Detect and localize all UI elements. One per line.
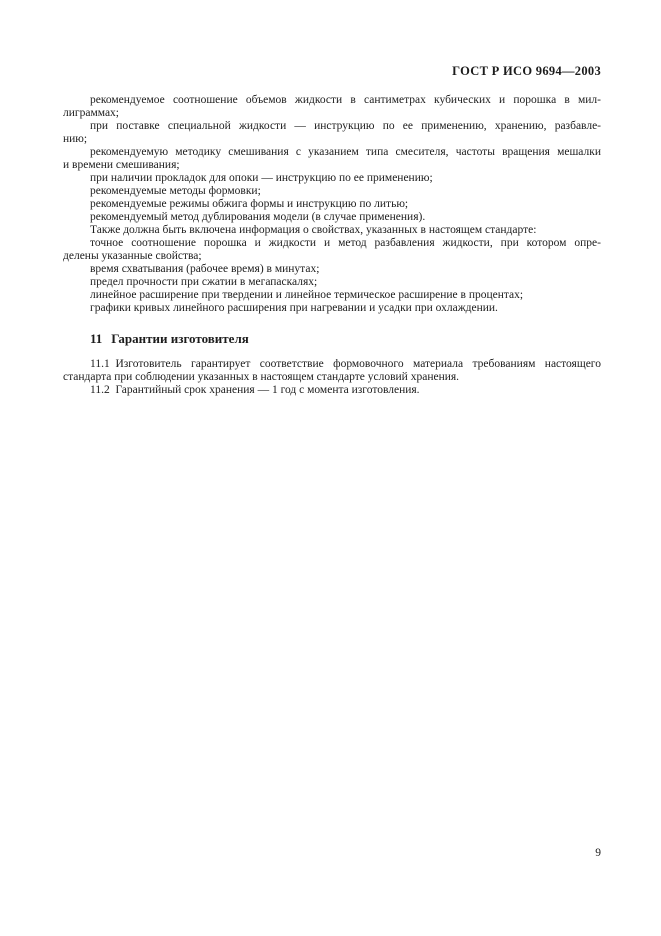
running-header: ГОСТ Р ИСО 9694—2003 — [452, 64, 601, 78]
paragraph — [63, 263, 601, 276]
paragraph — [63, 224, 601, 237]
text-line: рекомендуемый метод дублирования модели (в случае применения). — [90, 211, 426, 223]
text-line: точное соотношение порошка и жидкости и метод разбавления жидкости, при котором опре- — [90, 237, 601, 249]
paragraph — [63, 172, 601, 185]
text-line: нию; — [63, 133, 88, 145]
paragraph — [63, 289, 601, 302]
section-paragraphs — [63, 358, 601, 397]
section-title: Гарантии изготовителя — [111, 331, 249, 346]
text-line: графики кривых линейного расширения при нагревании и усадки при охлаждении. — [90, 302, 498, 314]
text-line: делены указанные свойства; — [63, 250, 202, 262]
paragraph — [63, 276, 601, 289]
paragraph — [63, 384, 601, 397]
section-heading — [90, 331, 601, 347]
text-line: рекомендуемые режимы обжига формы и инструкцию по литью; — [90, 198, 409, 210]
paragraph — [63, 237, 601, 263]
text-line: линейное расширение при твердении и линейное термическое расширение в процентах; — [90, 289, 524, 301]
text-line: при наличии прокладок для опоки — инструкцию по ее применению; — [90, 172, 433, 184]
paragraph — [63, 198, 601, 211]
paragraph — [63, 185, 601, 198]
text-line: 11.2 Гарантийный срок хранения — 1 год с момента изготовления. — [90, 384, 420, 396]
paragraph — [63, 211, 601, 224]
text-line: время схватывания (рабочее время) в минутах; — [90, 263, 320, 275]
paragraph — [63, 146, 601, 172]
paragraph — [63, 94, 601, 120]
paragraph — [63, 120, 601, 146]
paragraph — [63, 302, 601, 315]
text-line: Также должна быть включена информация о свойствах, указанных в настоящем стандарте: — [90, 224, 537, 236]
text-line: рекомендуемую методику смешивания с указанием типа смесителя, частоты вращения мешалки — [90, 146, 601, 158]
text-line: и времени смешивания; — [63, 159, 180, 171]
section-number: 11 — [90, 331, 103, 346]
text-line: лиграммах; — [63, 107, 119, 119]
text-line: предел прочности при сжатии в мегапаскалях; — [90, 276, 318, 288]
page-number: 9 — [595, 847, 601, 859]
text-line: стандарта при соблюдении указанных в настоящем стандарте условий хранения. — [63, 371, 460, 383]
text-line: рекомендуемое соотношение объемов жидкости в сантиметрах кубических и порошка в мил- — [90, 94, 601, 106]
paragraph — [63, 358, 601, 384]
requirements-list — [63, 94, 601, 315]
text-line: 11.1 Изготовитель гарантирует соответствие формовочного материала требованиям настоящего — [90, 358, 601, 370]
text-line: при поставке специальной жидкости — инструкцию по ее применению, хранению, разбавле- — [90, 120, 601, 132]
text-line: рекомендуемые методы формовки; — [90, 185, 261, 197]
document-body — [63, 94, 601, 397]
